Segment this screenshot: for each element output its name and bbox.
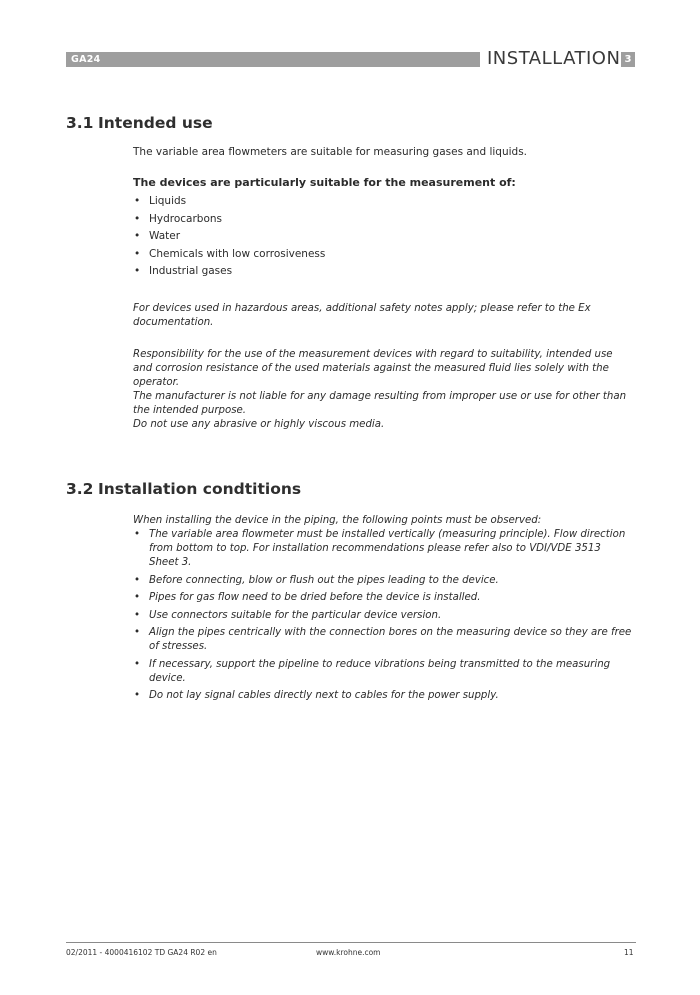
section-heading-intended-use <box>66 114 213 132</box>
list-item: • Align the pipes centrically with the connection bores on the measuring device so they are free of stresses. <box>134 627 632 652</box>
section-number: 3.1 <box>66 114 94 132</box>
chapter-title: INSTALLATION <box>487 48 621 69</box>
list-item: • Water <box>133 228 325 246</box>
footer-doc-reference: 02/2011 - 4000416102 TD GA24 R02 en <box>66 948 217 957</box>
list-item: • Hydrocarbons <box>133 211 325 229</box>
bullet-icon: • <box>134 592 141 603</box>
list-item: • If necessary, support the pipeline to reduce vibrations being transmitted to the measuring device. <box>134 658 611 684</box>
section-title: Installation condtitions <box>98 480 302 498</box>
installation-points-list <box>133 528 638 707</box>
intended-use-intro: The variable area flowmeters are suitable for measuring gases and liquids. <box>133 146 528 158</box>
list-item: • Liquids <box>133 193 325 211</box>
bullet-icon: • <box>134 195 141 207</box>
section-heading-installation-conditions <box>66 480 301 498</box>
bullet-icon: • <box>134 574 141 586</box>
list-item: • Use connectors suitable for the particular device version. <box>134 609 442 621</box>
hazardous-area-note: For devices used in hazardous areas, additional safety notes apply; please refer to the Ex documentation. <box>133 303 591 328</box>
chapter-number-badge: 3 <box>621 52 635 67</box>
list-item: • Pipes for gas flow need to be dried before the device is installed. <box>134 592 481 603</box>
bullet-icon: • <box>134 247 141 260</box>
list-item: • Before connecting, blow or flush out the pipes leading to the device. <box>134 574 499 586</box>
installation-intro: When installing the device in the piping, the following points must be observed: <box>133 515 542 526</box>
bullet-icon: • <box>134 529 141 540</box>
list-item: • The variable area flowmeter must be installed vertically (measuring principle). Flow direction from bottom to top. For installation recommendations please refer also to VDI/VDE 3513 Sheet 3. <box>134 529 626 568</box>
bullet-icon: • <box>134 690 141 701</box>
list-item: • Do not lay signal cables directly next to cables for the power supply. <box>134 690 499 701</box>
section-title: Intended use <box>98 114 213 132</box>
bullet-icon: • <box>134 265 141 277</box>
suitable-list-heading: The devices are particularly suitable for the measurement of: <box>133 176 516 189</box>
bullet-icon: • <box>134 230 141 242</box>
footer-divider <box>66 942 636 943</box>
bullet-icon: • <box>134 627 141 638</box>
bullet-icon: • <box>134 212 141 225</box>
header-doc-code: GA24 <box>66 52 480 67</box>
bullet-icon: • <box>134 609 141 621</box>
list-item: • Chemicals with low corrosiveness <box>133 246 325 264</box>
list-item: • Industrial gases <box>133 263 325 281</box>
suitable-media-list <box>133 193 325 281</box>
section-number: 3.2 <box>66 480 94 498</box>
footer-website: www.krohne.com <box>316 948 381 957</box>
bullet-icon: • <box>134 658 141 670</box>
page-number: 11 <box>624 948 634 957</box>
responsibility-note: Responsibility for the use of the measurement devices with regard to suitability, intended use and corrosion resistance of the used materials against the measured fluid lies solely with the operator. The manufacturer is not liable for any damage resulting from improper use or use for other than the intended purpose. Do not use any abrasive or highly viscous media. <box>133 349 627 430</box>
